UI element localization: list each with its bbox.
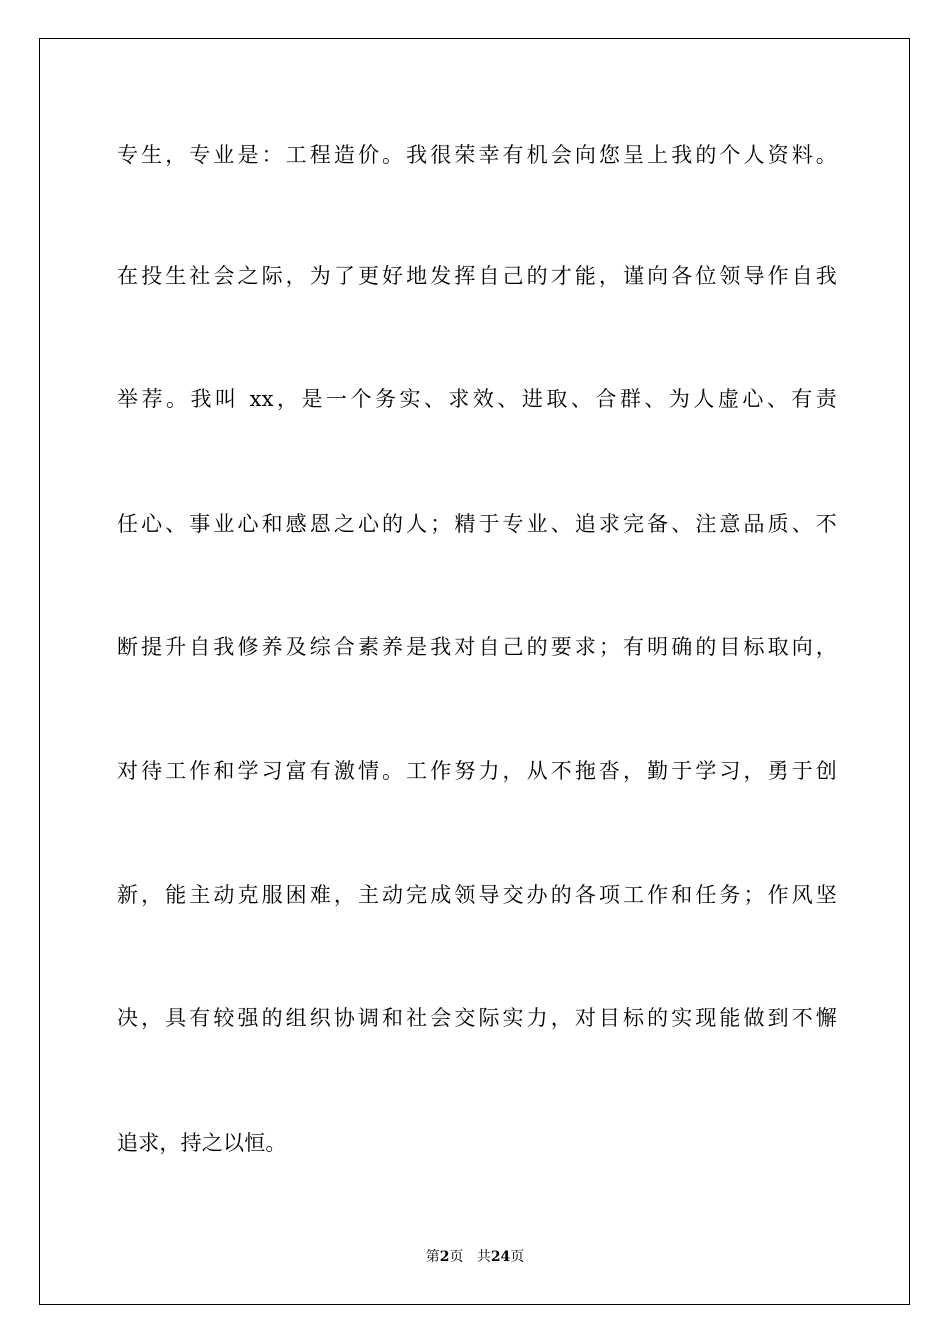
page-footer <box>0 1248 950 1266</box>
body-text-line-2: 在投生社会之际，为了更好地发挥自己的才能，谨向各位领导作自我 <box>117 264 837 288</box>
total-pages: 24 <box>490 1249 511 1265</box>
page-label-prefix: 第 <box>425 1249 440 1265</box>
total-label-prefix: 共 <box>476 1249 491 1265</box>
body-text-line-7: 新，能主动克服困难，主动完成领导交办的各项工作和任务；作风坚 <box>117 883 837 907</box>
body-text-line-5: 断提升自我修养及综合素养是我对自己的要求；有明确的目标取向， <box>117 635 837 659</box>
body-text-line-9: 追求，持之以恒。 <box>117 1131 287 1155</box>
body-text-line-6: 对待工作和学习富有激情。工作努力，从不拖沓，勤于学习，勇于创 <box>117 759 837 783</box>
page-label-suffix: 页 <box>449 1249 464 1265</box>
body-text-line-3: 举荐。我叫 xx，是一个务实、求效、进取、合群、为人虚心、有责 <box>117 387 837 411</box>
page-number: 2 <box>439 1249 450 1265</box>
body-text-line-1: 专生，专业是：工程造价。我很荣幸有机会向您呈上我的个人资料。 <box>117 143 837 167</box>
body-text-line-8: 决，具有较强的组织协调和社会交际实力，对目标的实现能做到不懈 <box>117 1006 837 1030</box>
page-border <box>39 38 910 1305</box>
body-text-line-4: 任心、事业心和感恩之心的人；精于专业、追求完备、注意品质、不 <box>117 512 837 536</box>
total-label-suffix: 页 <box>510 1249 525 1265</box>
